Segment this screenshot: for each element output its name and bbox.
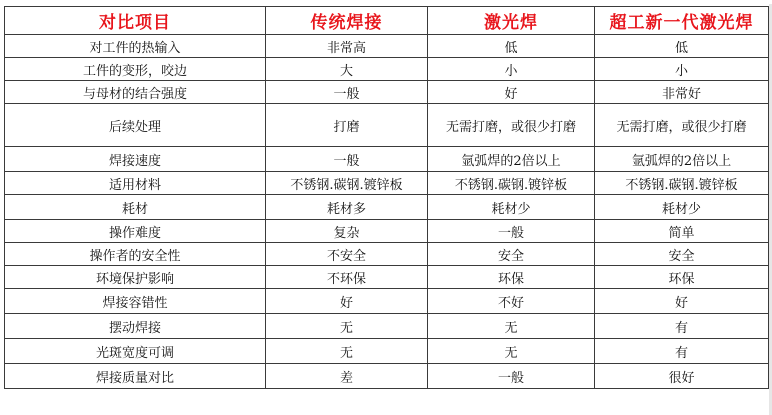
new-laser-cell: 小 bbox=[595, 58, 769, 81]
new-laser-cell: 耗材少 bbox=[595, 195, 769, 220]
laser-cell: 一般 bbox=[428, 364, 595, 389]
traditional-cell: 耗材多 bbox=[266, 195, 428, 220]
table-row bbox=[5, 195, 769, 220]
header-item: 对比项目 bbox=[5, 7, 266, 35]
table-row bbox=[5, 243, 769, 266]
row-item: 焊接质量对比 bbox=[5, 364, 266, 389]
header-traditional-welding: 传统焊接 bbox=[266, 7, 428, 35]
traditional-cell: 无 bbox=[266, 314, 428, 339]
traditional-cell: 一般 bbox=[266, 147, 428, 172]
laser-cell: 氩弧焊的2倍以上 bbox=[428, 147, 595, 172]
traditional-cell: 差 bbox=[266, 364, 428, 389]
table-row bbox=[5, 266, 769, 289]
table-row bbox=[5, 35, 769, 58]
new-laser-cell: 很好 bbox=[595, 364, 769, 389]
new-laser-cell: 无需打磨，或很少打磨 bbox=[595, 104, 769, 147]
table-row bbox=[5, 172, 769, 195]
traditional-cell: 打磨 bbox=[266, 104, 428, 147]
new-laser-cell: 低 bbox=[595, 35, 769, 58]
laser-cell: 小 bbox=[428, 58, 595, 81]
new-laser-cell: 环保 bbox=[595, 266, 769, 289]
welding-comparison-table bbox=[4, 6, 769, 389]
table-header bbox=[5, 7, 769, 35]
table-row bbox=[5, 58, 769, 81]
header-row bbox=[5, 7, 769, 35]
traditional-cell: 不环保 bbox=[266, 266, 428, 289]
table-row bbox=[5, 220, 769, 243]
table-row bbox=[5, 81, 769, 104]
laser-cell: 耗材少 bbox=[428, 195, 595, 220]
traditional-cell: 一般 bbox=[266, 81, 428, 104]
comparison-sheet bbox=[4, 4, 772, 415]
row-item: 焊接速度 bbox=[5, 147, 266, 172]
row-item: 光斑宽度可调 bbox=[5, 339, 266, 364]
row-item: 耗材 bbox=[5, 195, 266, 220]
new-laser-cell: 不锈钢.碳钢.镀锌板 bbox=[595, 172, 769, 195]
table-body bbox=[5, 35, 769, 389]
new-laser-cell: 安全 bbox=[595, 243, 769, 266]
row-item: 摆动焊接 bbox=[5, 314, 266, 339]
traditional-cell: 无 bbox=[266, 339, 428, 364]
table-row bbox=[5, 147, 769, 172]
header-new-generation-laser-welding: 超工新一代激光焊 bbox=[595, 7, 769, 35]
table-row bbox=[5, 104, 769, 147]
table-row bbox=[5, 314, 769, 339]
traditional-cell: 非常高 bbox=[266, 35, 428, 58]
new-laser-cell: 有 bbox=[595, 314, 769, 339]
new-laser-cell: 简单 bbox=[595, 220, 769, 243]
header-laser-welding: 激光焊 bbox=[428, 7, 595, 35]
new-laser-cell: 好 bbox=[595, 289, 769, 314]
row-item: 与母材的结合强度 bbox=[5, 81, 266, 104]
row-item: 工件的变形，咬边 bbox=[5, 58, 266, 81]
laser-cell: 一般 bbox=[428, 220, 595, 243]
row-item: 焊接容错性 bbox=[5, 289, 266, 314]
laser-cell: 无需打磨，或很少打磨 bbox=[428, 104, 595, 147]
traditional-cell: 复杂 bbox=[266, 220, 428, 243]
row-item: 环境保护影响 bbox=[5, 266, 266, 289]
new-laser-cell: 非常好 bbox=[595, 81, 769, 104]
table-row bbox=[5, 339, 769, 364]
laser-cell: 无 bbox=[428, 339, 595, 364]
laser-cell: 好 bbox=[428, 81, 595, 104]
row-item: 适用材料 bbox=[5, 172, 266, 195]
traditional-cell: 好 bbox=[266, 289, 428, 314]
row-item: 操作难度 bbox=[5, 220, 266, 243]
table-row bbox=[5, 364, 769, 389]
new-laser-cell: 氩弧焊的2倍以上 bbox=[595, 147, 769, 172]
laser-cell: 环保 bbox=[428, 266, 595, 289]
traditional-cell: 不安全 bbox=[266, 243, 428, 266]
laser-cell: 低 bbox=[428, 35, 595, 58]
row-item: 对工件的热输入 bbox=[5, 35, 266, 58]
traditional-cell: 不锈钢.碳钢.镀锌板 bbox=[266, 172, 428, 195]
laser-cell: 无 bbox=[428, 314, 595, 339]
laser-cell: 不好 bbox=[428, 289, 595, 314]
row-item: 后续处理 bbox=[5, 104, 266, 147]
laser-cell: 不锈钢.碳钢.镀锌板 bbox=[428, 172, 595, 195]
new-laser-cell: 有 bbox=[595, 339, 769, 364]
table-row bbox=[5, 289, 769, 314]
row-item: 操作者的安全性 bbox=[5, 243, 266, 266]
traditional-cell: 大 bbox=[266, 58, 428, 81]
laser-cell: 安全 bbox=[428, 243, 595, 266]
